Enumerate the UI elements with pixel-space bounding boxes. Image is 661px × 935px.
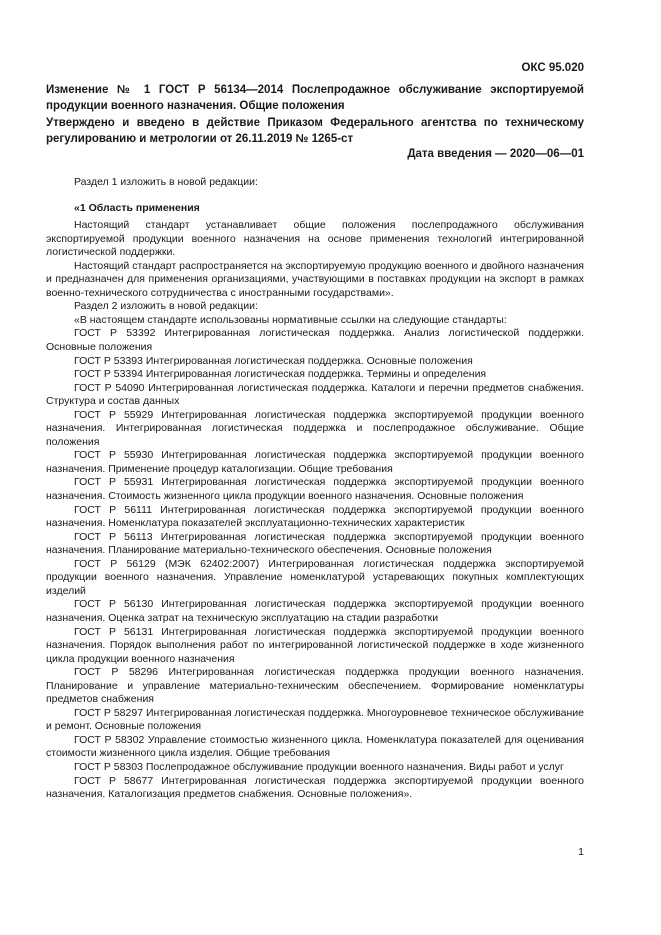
- reference-item: ГОСТ Р 53393 Интегрированная логистическая поддержка. Основные положения: [74, 354, 473, 367]
- paragraph: Раздел 1 изложить в новой редакции:: [74, 176, 258, 188]
- reference-item: ГОСТ Р 54090 Интегрированная логистическая поддержка. Каталоги и перечни предметов снабжения. Структура и состав данных: [46, 381, 584, 408]
- reference-item: ГОСТ Р 58302 Управление стоимостью жизненного цикла. Номенклатура показателей для оценивания стоимости жизненного цикла изделия. Общие требования: [46, 733, 584, 760]
- paragraph: Раздел 2 изложить в новой редакции:: [74, 300, 258, 313]
- reference-item: ГОСТ Р 55929 Интегрированная логистическая поддержка экспортируемой продукции военного назначения. Интегрированная логистическая поддержка и послепродажное обслуживание. Общие положения: [46, 408, 584, 448]
- classification-code: ОКС 95.020: [521, 62, 584, 74]
- reference-item: ГОСТ Р 58677 Интегрированная логистическая поддержка экспортируемой продукции военного назначения. Каталогизация предметов снабжения. Основные положения».: [46, 774, 584, 801]
- reference-item: ГОСТ Р 55930 Интегрированная логистическая поддержка экспортируемой продукции военного назначения. Применение процедур каталогизации. Общие требования: [46, 449, 584, 475]
- reference-item: ГОСТ Р 53394 Интегрированная логистическая поддержка. Термины и определения: [74, 368, 487, 381]
- reference-item: ГОСТ Р 56111 Интегрированная логистическая поддержка экспортируемой продукции военного назначения. Номенклатура показателей эксплуатационно-технических характеристик: [46, 503, 584, 530]
- page-number: 1: [578, 846, 584, 858]
- paragraph: Настоящий стандарт распространяется на экспортируемую продукцию военного и двойного назначения и предназначен для применения организациями, участвующими в поставках продукции на экспорт в рамках военно-технического сотрудничества с иностранными государствами».: [46, 259, 584, 299]
- document-body: [46, 176, 584, 802]
- reference-item: ГОСТ Р 56113 Интегрированная логистическая поддержка экспортируемой продукции военного назначения. Планирование материально-технического обеспечения. Основные положения: [46, 530, 584, 557]
- reference-item: ГОСТ Р 58296 Интегрированная логистическая поддержка продукции военного назначения. Планирование и управление материально-техническим обеспечением. Формирование номенклатуры предметов снабжения: [46, 666, 584, 706]
- section-heading: «1 Область применения: [74, 201, 200, 214]
- reference-item: ГОСТ Р 56130 Интегрированная логистическая поддержка экспортируемой продукции военного назначения. Оценка затрат на техническую эксплуатацию на стадии разработки: [46, 598, 584, 624]
- amendment-title: Изменение № 1 ГОСТ Р 56134—2014 Послепродажное обслуживание экспортируемой продукции военного назначения. Общие положения: [46, 84, 584, 112]
- reference-item: ГОСТ Р 56129 (МЭК 62402:2007) Интегрированная логистическая поддержка экспортируемой продукции военного назначения. Управление номенклатурой устаревающих покупных комплектующих изделий: [46, 557, 584, 597]
- effective-date: Дата введения — 2020—06—01: [407, 148, 584, 160]
- reference-item: ГОСТ Р 58297 Интегрированная логистическая поддержка. Многоуровневое техническое обслуживание и ремонт. Основные положения: [46, 706, 584, 733]
- reference-item: ГОСТ Р 56131 Интегрированная логистическая поддержка экспортируемой продукции военного назначения. Порядок выполнения работ по интегрированной логистической поддержке в ходе жизненного цикла продукции военного назначения: [46, 625, 584, 665]
- document-page: [46, 0, 584, 935]
- paragraph: «В настоящем стандарте использованы нормативные ссылки на следующие стандарты:: [74, 313, 507, 326]
- reference-item: ГОСТ Р 53392 Интегрированная логистическая поддержка. Анализ логистической поддержки. Основные положения: [46, 327, 584, 354]
- reference-item: ГОСТ Р 55931 Интегрированная логистическая поддержка экспортируемой продукции военного назначения. Стоимость жизненного цикла продукции военного назначения. Основные положения: [46, 476, 584, 503]
- reference-item: ГОСТ Р 58303 Послепродажное обслуживание продукции военного назначения. Виды работ и услуг: [74, 760, 564, 773]
- paragraph: Настоящий стандарт устанавливает общие положения послепродажного обслуживания экспортируемой продукции военного назначения на основе применения технологий интегрированной логистической поддержки.: [46, 219, 584, 259]
- approval-note: Утверждено и введено в действие Приказом Федерального агентства по техническому регулированию и метрологии от 26.11.2019 № 1265-ст: [46, 117, 584, 145]
